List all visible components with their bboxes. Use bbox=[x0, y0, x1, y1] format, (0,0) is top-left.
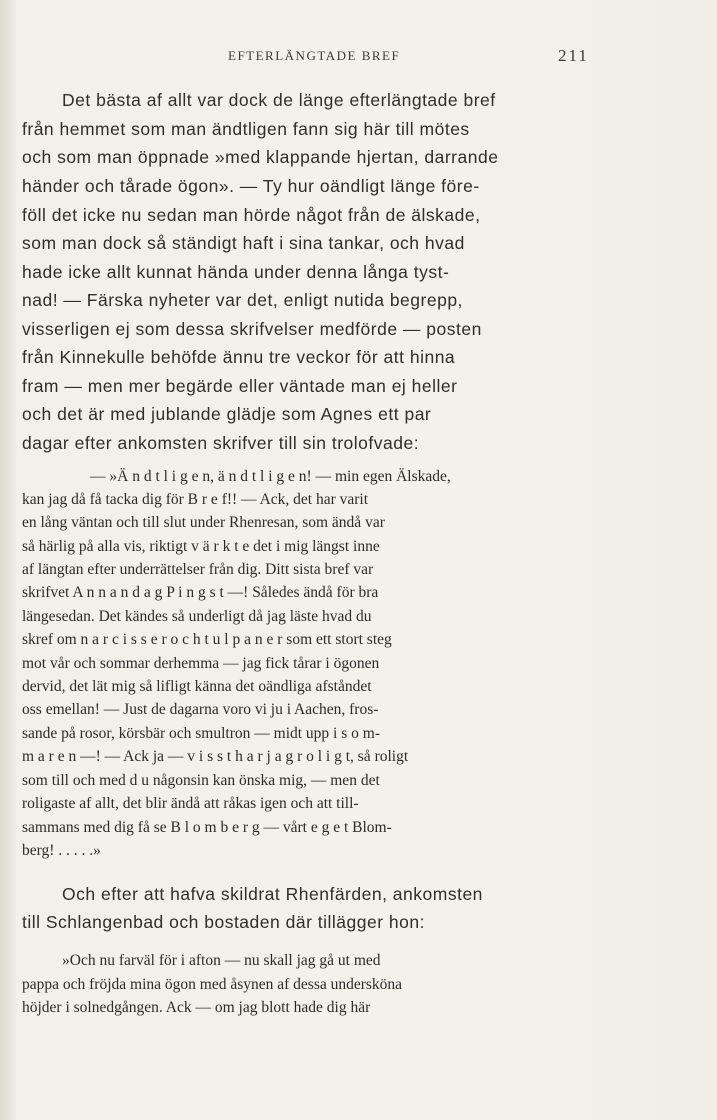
text-line: — »Ä n d t l i g e n, ä n d t l i g e n! — min egen Älskade, bbox=[90, 468, 451, 485]
text-line: föll det icke nu sedan man hörde något från de älskade, bbox=[22, 205, 481, 225]
text-line: oss emellan! — Just de dagarna voro vi ju i Aachen, fros- bbox=[22, 701, 379, 718]
running-head-title: EFTERLÄNGTADE BREF bbox=[228, 48, 401, 63]
text-line: sande på rosor, körsbär och smultron — midt upp i s o m- bbox=[22, 725, 380, 742]
text-line: från Kinnekulle behöfde ännu tre veckor för att hinna bbox=[22, 347, 456, 367]
text-line: berg! . . . . .» bbox=[22, 842, 101, 859]
text-line: skrifvet A n n a n d a g P i n g s t —! Således ändå för bra bbox=[22, 584, 379, 601]
text-line: roligaste af allt, det blir ändå att råkas igen och att till- bbox=[22, 795, 359, 812]
text-line: till Schlangenbad och bostaden där tillägger hon: bbox=[22, 912, 425, 932]
text-line: »Och nu farväl för i afton — nu skall jag gå ut med bbox=[62, 952, 381, 969]
text-line: som till och med d u någonsin kan önska mig, — men det bbox=[22, 772, 380, 789]
text-line: längesedan. Det kändes så underligt då jag läste hvad du bbox=[22, 608, 372, 625]
text-line: från hemmet som man ändtligen fann sig här till mötes bbox=[22, 119, 470, 139]
text-line: dervid, det lät mig så lifligt känna det oändliga afståndet bbox=[22, 678, 372, 695]
page-number: 211 bbox=[558, 46, 589, 65]
text-line: fram — men mer begärde eller väntade man ej heller bbox=[22, 376, 458, 396]
text-line: dagar efter ankomsten skrifver till sin trolofvade: bbox=[22, 433, 420, 453]
text-line: m a r e n —! — Ack ja — v i s s t h a r j a g r o l i g t, så roligt bbox=[22, 748, 409, 765]
text-line: och det är med jublande glädje som Agnes ett par bbox=[22, 404, 432, 424]
text-line: händer och tårade ögon». — Ty hur oändligt länge före- bbox=[22, 176, 480, 196]
text-line: Det bästa af allt var dock de länge efterlängtade bref bbox=[62, 90, 496, 110]
text-line: af längtan efter underrättelser från dig. Ditt sista bref var bbox=[22, 561, 374, 578]
text-line: som man dock så ständigt haft i sina tankar, och hvad bbox=[22, 233, 465, 253]
text-line: så härlig på alla vis, riktigt v ä r k t e det i mig längst inne bbox=[22, 538, 380, 555]
text-line: sammans med dig få se B l o m b e r g — vårt e g e t Blom- bbox=[22, 819, 392, 836]
text-line: Och efter att hafva skildrat Rhenfärden, ankomsten bbox=[62, 884, 483, 904]
text-line: och som man öppnade »med klappande hjertan, darrande bbox=[22, 147, 499, 167]
text-line: kan jag då få tacka dig för B r e f!! — Ack, det har varit bbox=[22, 491, 369, 508]
page-gutter-shadow bbox=[0, 0, 16, 1120]
text-line: höjder i solnedgången. Ack — om jag blott hade dig här bbox=[22, 999, 371, 1016]
text-line: skref om n a r c i s s e r o c h t u l p a n e r som ett stort steg bbox=[22, 631, 392, 648]
text-line: pappa och fröjda mina ögon med åsynen af dessa undersköna bbox=[22, 976, 403, 993]
text-line: nad! — Färska nyheter var det, enligt nutida begrepp, bbox=[22, 290, 463, 310]
text-line: mot vår och sommar derhemma — jag fick tårar i ögonen bbox=[22, 655, 380, 672]
text-line: hade icke allt kunnat hända under denna långa tyst- bbox=[22, 262, 450, 282]
text-line: visserligen ej som dessa skrifvelser medförde — posten bbox=[22, 319, 482, 339]
text-line: en lång väntan och till slut under Rhenresan, som ändå var bbox=[22, 514, 385, 531]
